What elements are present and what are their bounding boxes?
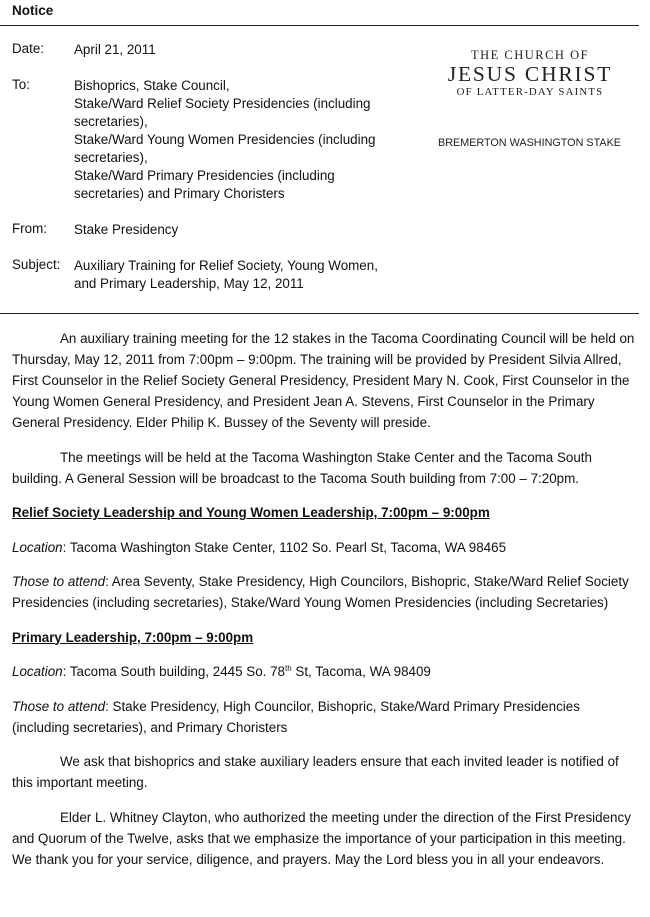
to-line: Stake/Ward Young Women Presidencies (including	[74, 132, 376, 147]
logo-line-2: JESUS CHRIST	[447, 62, 613, 86]
subject-value	[74, 257, 404, 293]
ordinal-suffix: th	[285, 664, 292, 673]
section-heading-rs-yw: Relief Society Leadership and Young Women Leadership, 7:00pm – 9:00pm	[12, 505, 490, 520]
paragraph-intro: An auxiliary training meeting for the 12 stakes in the Tacoma Coordinating Council will be held on Thursday, May 12, 2011 from 7:00pm – 9:00pm. The training will be provided by President Silvia Allred, First Counselor in the Relief Society General Presidency, President Mary N. Cook, First Counselor in the Young Women General Presidency, and President Jean A. Stevens, First Counselor in the Primary General Presidency. Elder Philip K. Bussey of the Seventy will preside.	[12, 331, 635, 430]
attend-value: Area Seventy, Stake Presidency, High Councilors, Bishopric, Stake/Ward Relief Society Presidencies (including secretaries), Stake/Ward Young Women Presidencies (including Secretaries)	[12, 574, 629, 610]
location-value: Tacoma Washington Stake Center, 1102 So. Pearl St, Tacoma, WA 98465	[69, 539, 507, 555]
from-value: Stake Presidency	[74, 222, 179, 237]
paragraph-closing: Elder L. Whitney Clayton, who authorized the meeting under the direction of the First Presidency and Quorum of the Twelve, asks that we emphasize the importance of your participation in this meeting. We thank you for your service, diligence, and prayers. May the Lord bless you in all your endeavors.	[12, 809, 631, 867]
attend-value: Stake Presidency, High Councilor, Bishopric, Stake/Ward Primary Presidencies (including secretaries), and Primary Choristers	[12, 698, 580, 735]
church-logo	[430, 48, 630, 98]
to-label: To:	[12, 77, 30, 92]
top-divider	[0, 25, 639, 26]
location-value: Tacoma South building, 2445 So. 78	[69, 664, 285, 679]
letter-body	[12, 328, 638, 883]
to-line: secretaries),	[74, 150, 148, 165]
to-line: secretaries) and Primary Choristers	[74, 186, 285, 201]
subject-line: Auxiliary Training for Relief Society, Young Women,	[74, 258, 378, 273]
to-line: Stake/Ward Relief Society Presidencies (including	[74, 96, 371, 111]
paragraph-venues: The meetings will be held at the Tacoma Washington Stake Center and the Tacoma South building. A General Session will be broadcast to the Tacoma South building from 7:00 – 7:20pm.	[12, 449, 592, 486]
to-line: Bishoprics, Stake Council,	[74, 78, 230, 93]
section-attendees: Those to attend: Stake Presidency, High Councilor, Bishopric, Stake/Ward Primary Presidencies (including secretaries), and Primary Choristers	[12, 698, 580, 735]
stake-name: BREMERTON WASHINGTON STAKE	[438, 137, 621, 149]
subject-label: Subject:	[12, 257, 61, 272]
subject-line: and Primary Leadership, May 12, 2011	[74, 276, 304, 291]
to-line: secretaries),	[74, 114, 148, 129]
location-value-end: St, Tacoma, WA 98409	[291, 664, 431, 679]
location-label: Location	[12, 664, 63, 679]
attend-label: Those to attend	[12, 698, 106, 714]
date-label: Date:	[12, 41, 45, 56]
logo-line-3: OF LATTER-DAY SAINTS	[456, 86, 604, 98]
to-line: Stake/Ward Primary Presidencies (including	[74, 168, 335, 183]
paragraph-notify: We ask that bishoprics and stake auxiliary leaders ensure that each invited leader is notified of this important meeting.	[12, 754, 619, 790]
section-attendees: Those to attend: Area Seventy, Stake Presidency, High Councilors, Bishopric, Stake/Ward Relief Society Presidencies (including secretaries), Stake/Ward Young Women Presidencies (including Secretaries)	[12, 574, 629, 610]
section-heading-primary: Primary Leadership, 7:00pm – 9:00pm	[12, 629, 254, 645]
header-divider	[0, 313, 639, 314]
from-label: From:	[12, 221, 47, 236]
attend-label: Those to attend	[12, 574, 106, 589]
location-label: Location	[12, 539, 63, 555]
section-location: Location: Tacoma South building, 2445 So. 78th St, Tacoma, WA 98409	[12, 664, 431, 679]
date-value: April 21, 2011	[74, 42, 156, 57]
to-recipients	[74, 77, 404, 203]
logo-line-1: THE CHURCH OF	[470, 48, 590, 62]
section-location: Location: Tacoma Washington Stake Center, 1102 So. Pearl St, Tacoma, WA 98465	[12, 539, 507, 555]
notice-title: Notice	[12, 3, 54, 18]
